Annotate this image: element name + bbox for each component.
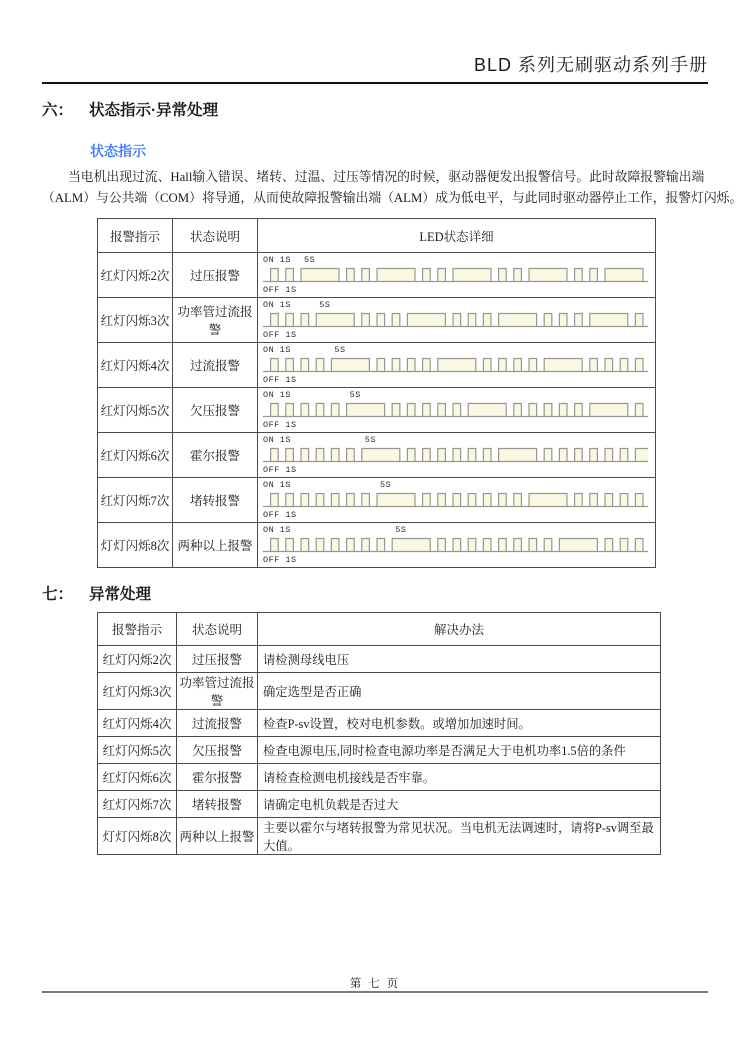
wave-pulse-svg: [263, 266, 648, 284]
document-title: BLD 系列无刷驱动系列手册: [473, 55, 708, 75]
wave-on-label: ON 1S: [263, 525, 292, 535]
section-status-heading: [42, 101, 708, 121]
table-row: [98, 818, 661, 855]
header-row: [98, 613, 661, 646]
table-row: [98, 343, 656, 388]
led-waveform: [263, 435, 650, 475]
alarm-indication-cell: 红灯闪烁3次: [98, 673, 177, 710]
wave-pulse-svg: [263, 311, 648, 329]
wave-pulse-svg: [263, 491, 648, 509]
status-subheading: 状态指示: [90, 143, 146, 159]
status-cell: 过流报警: [173, 343, 258, 388]
solution-cell: 请确定电机负载是否过大: [258, 791, 661, 818]
wave-on-label: ON 1S: [263, 435, 292, 445]
table-row: [98, 737, 661, 764]
status-cell: 堵转报警: [173, 478, 258, 523]
status-cell: 霍尔报警: [177, 764, 258, 791]
status-cell: 欠压报警: [177, 737, 258, 764]
alarm-indication-cell: 红灯闪烁3次: [98, 298, 173, 343]
alarm-indication-cell: 红灯闪烁4次: [98, 710, 177, 737]
section-number: 七：: [42, 586, 74, 603]
wave-off-label: OFF 1S: [263, 465, 297, 475]
led-wave-cell: [258, 388, 656, 433]
led-table-header: [98, 219, 656, 253]
solution-table: [97, 612, 661, 855]
status-description-paragraph: [42, 167, 743, 209]
wave-pulse-svg: [263, 446, 648, 464]
solution-table-body: [98, 646, 661, 855]
led-wave-cell: [258, 343, 656, 388]
led-waveform: [263, 255, 650, 295]
table-row: [98, 646, 661, 673]
table-row: [98, 791, 661, 818]
led-wave-cell: [258, 523, 656, 568]
alarm-indication-cell: 红灯闪烁7次: [98, 478, 173, 523]
led-wave-cell: [258, 253, 656, 298]
solution-cell: 请检查检测电机接线是否牢靠。: [258, 764, 661, 791]
alarm-indication-cell: 红灯闪烁4次: [98, 343, 173, 388]
led-wave-cell: [258, 478, 656, 523]
footer-divider: [42, 991, 708, 993]
wave-off-label: OFF 1S: [263, 555, 297, 565]
section-exception-heading: [42, 585, 708, 605]
table-row: [98, 478, 656, 523]
wave-off-label: OFF 1S: [263, 285, 297, 295]
wave-5s-label: 5S: [364, 435, 376, 445]
page-number: 第 七 页: [349, 978, 401, 990]
alarm-indication-cell: 红灯闪烁7次: [98, 791, 177, 818]
header-row: [98, 219, 656, 253]
section-title: 异常处理: [89, 586, 152, 603]
solution-cell: 确定选型是否正确: [258, 673, 661, 710]
alarm-indication-cell: 红灯闪烁2次: [98, 253, 173, 298]
wave-on-label: ON 1S: [263, 255, 292, 265]
wave-off-label: OFF 1S: [263, 510, 297, 520]
wave-5s-label: 5S: [395, 525, 407, 535]
column-header: 状态说明: [173, 219, 258, 253]
paragraph-line: （ALM）与公共端（COM）将导通，从而使故障报警输出端（ALM）成为低电平，与此同时驱动器停止工作，报警灯闪烁。: [42, 191, 743, 205]
table-row: [98, 764, 661, 791]
wave-pulse-svg: [263, 536, 648, 554]
wave-5s-label: 5S: [380, 480, 392, 490]
wave-off-label: OFF 1S: [263, 330, 297, 340]
status-cell: 两种以上报警: [177, 818, 258, 855]
solution-cell: 主要以霍尔与堵转报警为常见状况。当电机无法调速时，请将P-sv调至最大值。: [258, 818, 661, 855]
alarm-indication-cell: 红灯闪烁2次: [98, 646, 177, 673]
led-table-body: [98, 253, 656, 568]
table-row: [98, 388, 656, 433]
led-waveform: [263, 480, 650, 520]
status-cell: 过压报警: [173, 253, 258, 298]
wave-5s-label: 5S: [349, 390, 361, 400]
wave-5s-label: 5S: [304, 255, 316, 265]
wave-on-label: ON 1S: [263, 345, 292, 355]
alarm-indication-cell: 红灯闪烁6次: [98, 764, 177, 791]
alarm-indication-cell: 灯灯闪烁8次: [98, 523, 173, 568]
wave-on-label: ON 1S: [263, 390, 292, 400]
alarm-indication-cell: 红灯闪烁6次: [98, 433, 173, 478]
status-cell: 功率管过流报警: [177, 673, 258, 710]
table-row: [98, 298, 656, 343]
solution-table-header: [98, 613, 661, 646]
column-header: LED状态详细: [258, 219, 656, 253]
table-row: [98, 253, 656, 298]
column-header: 状态说明: [177, 613, 258, 646]
led-wave-cell: [258, 298, 656, 343]
alarm-indication-cell: 红灯闪烁5次: [98, 737, 177, 764]
solution-cell: 检查电源电压,同时检查电源功率是否满足大于电机功率1.5倍的条件: [258, 737, 661, 764]
wave-off-label: OFF 1S: [263, 420, 297, 430]
wave-on-label: ON 1S: [263, 300, 292, 310]
status-cell: 两种以上报警: [173, 523, 258, 568]
page-header: [42, 54, 708, 76]
alarm-indication-cell: 灯灯闪烁8次: [98, 818, 177, 855]
status-cell: 功率管过流报警: [173, 298, 258, 343]
led-waveform: [263, 390, 650, 430]
status-cell: 过压报警: [177, 646, 258, 673]
solution-cell: 请检测母线电压: [258, 646, 661, 673]
table-row: [98, 523, 656, 568]
wave-off-label: OFF 1S: [263, 375, 297, 385]
column-header: 报警指示: [98, 219, 173, 253]
led-wave-cell: [258, 433, 656, 478]
wave-pulse-svg: [263, 356, 648, 374]
alarm-indication-cell: 红灯闪烁5次: [98, 388, 173, 433]
paragraph-line: 当电机出现过流、Hall输入错误、堵转、过温、过压等情况的时候，驱动器便发出报警信号。此时故障报警输出端: [68, 170, 705, 184]
led-status-table: [97, 218, 656, 568]
section-title: 状态指示·异常处理: [89, 102, 219, 119]
wave-pulse-svg: [263, 401, 648, 419]
table-row: [98, 710, 661, 737]
header-divider: [42, 82, 708, 84]
wave-5s-label: 5S: [334, 345, 346, 355]
table-row: [98, 433, 656, 478]
status-cell: 欠压报警: [173, 388, 258, 433]
column-header: 解决办法: [258, 613, 661, 646]
wave-5s-label: 5S: [319, 300, 331, 310]
column-header: 报警指示: [98, 613, 177, 646]
led-waveform: [263, 300, 650, 340]
status-cell: 过流报警: [177, 710, 258, 737]
wave-on-label: ON 1S: [263, 480, 292, 490]
led-waveform: [263, 345, 650, 385]
led-waveform: [263, 525, 650, 565]
section-number: 六：: [42, 102, 74, 119]
table-row: [98, 673, 661, 710]
status-cell: 堵转报警: [177, 791, 258, 818]
status-cell: 霍尔报警: [173, 433, 258, 478]
solution-cell: 检查P-sv设置，校对电机参数。或增加加速时间。: [258, 710, 661, 737]
